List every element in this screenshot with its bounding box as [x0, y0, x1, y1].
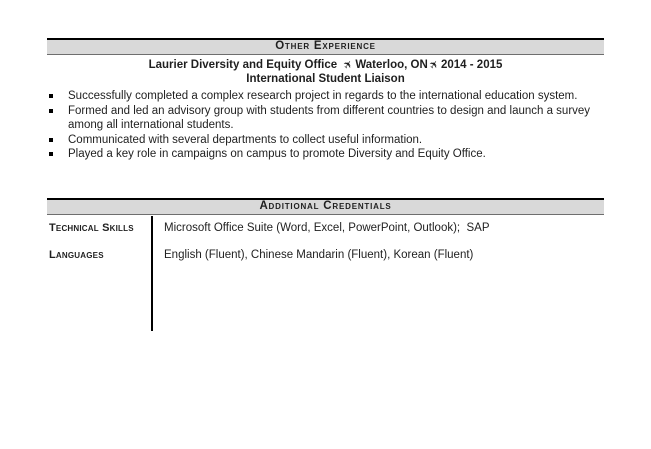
- resume-page: [47, 38, 604, 262]
- organization-name: Laurier Diversity and Equity Office: [148, 59, 338, 71]
- section-header-other-experience: [47, 38, 604, 55]
- bullet-text: Communicated with several departments to collect useful information.: [68, 133, 423, 146]
- bullet-icon: [49, 138, 53, 142]
- credential-value-technical-skills: Microsoft Office Suite (Word, Excel, PowerPoint, Outlook); SAP: [164, 221, 490, 234]
- bullet-icon: [49, 94, 53, 98]
- credential-label-languages: Languages: [49, 248, 104, 261]
- experience-entry-header: [47, 58, 604, 72]
- bullet-text: Played a key role in campaigns on campus to promote Diversity and Equity Office.: [68, 148, 486, 160]
- column-divider-line: [151, 216, 153, 331]
- credential-value-languages: English (Fluent), Chinese Mandarin (Fluent), Korean (Fluent): [164, 248, 474, 261]
- role-title: International Student Liaison: [246, 73, 405, 85]
- table-row: [47, 215, 604, 235]
- bullet-item: [47, 89, 604, 104]
- section-title: Other Experience: [275, 40, 376, 52]
- bullet-text: Successfully completed a complex research project in regards to the international education system.: [68, 90, 578, 102]
- bullet-item: [47, 104, 604, 133]
- bullet-text: Formed and led an advisory group with students from different countries to design and launch a survey among all international students.: [68, 104, 591, 131]
- table-row: [47, 235, 604, 262]
- section-title: Additional Credentials: [259, 199, 392, 212]
- experience-bullet-list: [47, 89, 604, 162]
- bullet-item: [47, 133, 604, 148]
- credential-label-technical-skills: Technical Skills: [49, 221, 134, 234]
- plane-icon: ✈: [426, 57, 442, 73]
- entry-location: Waterloo, ON: [355, 59, 428, 71]
- section-additional-credentials: [47, 198, 604, 262]
- section-other-experience: [47, 38, 604, 162]
- section-header-additional-credentials: [47, 198, 604, 215]
- bullet-item: [47, 147, 604, 162]
- entry-dates: 2014 - 2015: [441, 59, 503, 71]
- bullet-icon: [49, 109, 53, 113]
- credentials-table: [47, 215, 604, 262]
- plane-icon: ✈: [341, 57, 357, 73]
- bullet-icon: [49, 152, 53, 156]
